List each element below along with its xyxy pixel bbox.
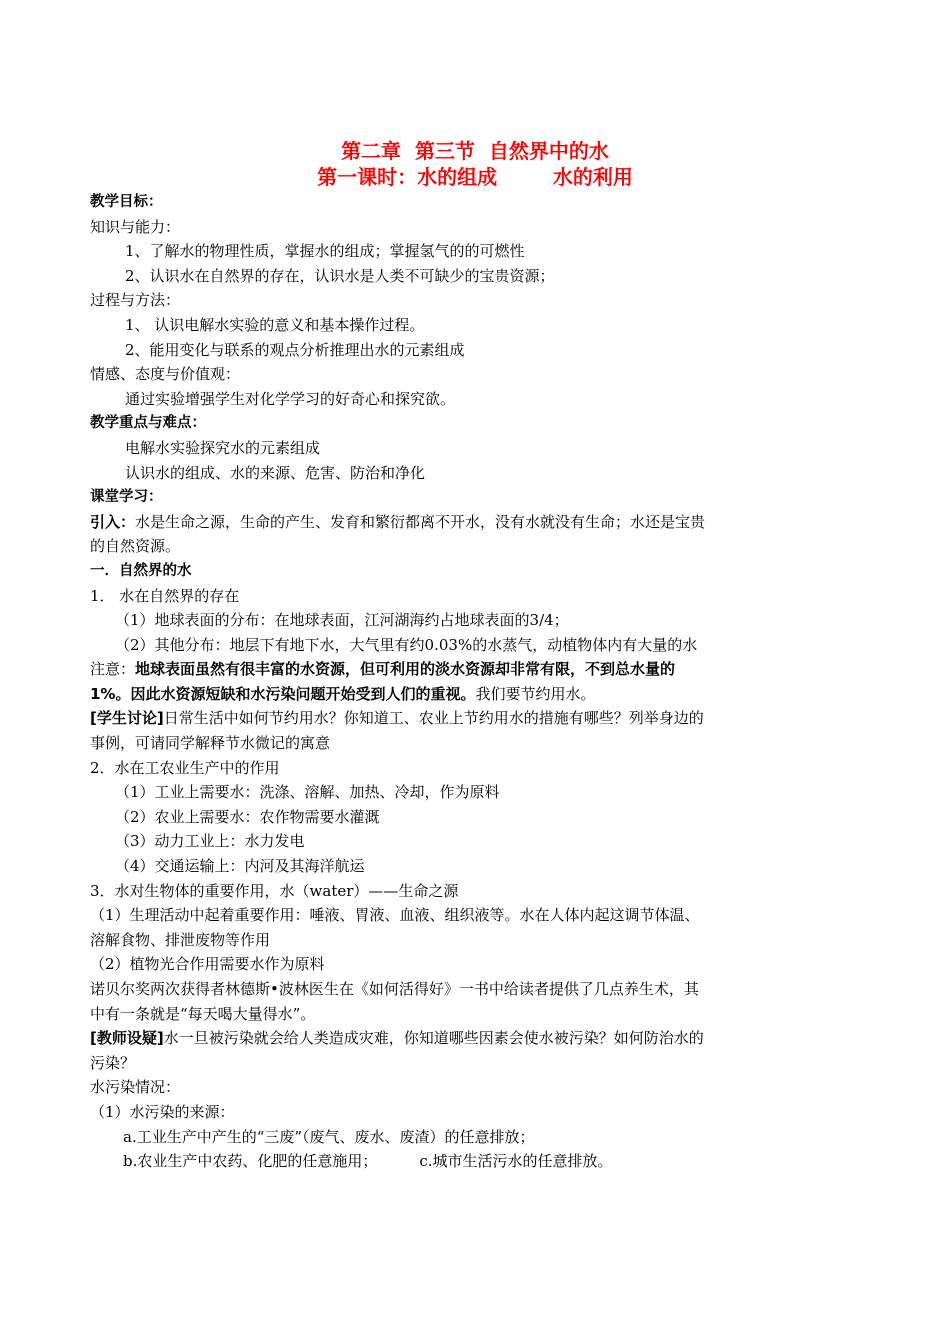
- pollution-item-b: b.农业生产中农药、化肥的任意施用；: [123, 1152, 378, 1171]
- intro-paragraph: [90, 510, 710, 559]
- teacher-label: [教师设疑]: [90, 1029, 164, 1048]
- document-body: [90, 190, 710, 1174]
- item-title: 1． 水在自然界的存在: [90, 586, 240, 605]
- discussion-label: [学生讨论]: [90, 709, 164, 728]
- key-point-item: 电解水实验探究水的元素组成: [125, 438, 321, 457]
- note-label: 注意：: [90, 660, 136, 679]
- item-point: （1）生理活动中起着重要作用：唾液、胃液、血液、组织液等。水在人体内起这调节体温、溶解食物、排泄废物等作用: [90, 906, 700, 949]
- item-point: （2）其他分布：地层下有地下水，大气里有约0.03%的水蒸气，动植物体内有大量的水: [115, 635, 698, 654]
- item-point: （1）工业上需要水：洗涤、溶解、加热、冷却，作为原料: [115, 783, 500, 802]
- discussion-paragraph: [90, 706, 710, 755]
- intro-text: 水是生命之源，生命的产生、发育和繁衍都离不开水，没有水就没有生命；水还是宝贵的自然资源。: [90, 512, 706, 556]
- pollution-items-bc: [90, 1149, 710, 1174]
- pollution-item-a: a.工业生产中产生的“三废”（废气、废水、废渣）的任意排放；: [123, 1127, 535, 1146]
- section-heading: 一．自然界的水: [90, 562, 192, 579]
- item-title: 3．水对生物体的重要作用，水（water）——生命之源: [90, 881, 459, 900]
- process-item: 1、 认识电解水实验的意义和基本操作过程。: [125, 315, 425, 334]
- note-paragraph: [90, 657, 710, 706]
- pollution-item-c: c.城市生活污水的任意排放。: [419, 1152, 613, 1171]
- teacher-paragraph: [90, 1026, 710, 1075]
- lesson-heading: 课堂学习：: [90, 489, 163, 506]
- discussion-text: 日常生活中如何节约用水？你知道工、农业上节约用水的措施有哪些？列举身边的事例，可请同学解释节水微记的寓意: [90, 709, 704, 753]
- note-bold-text: 地球表面虽然有很丰富的水资源，但可利用的淡水资源却非常有限，不到总水量的1%。因此水资源短缺和水污染问题开始受到人们的重视。: [90, 660, 676, 703]
- nobel-paragraph: 诺贝尔奖两次获得者林德斯•波林医生在《如何活得好》一书中给读者提供了几点养生术，其中有一条就是“每天喝大量得水”。: [90, 980, 699, 1023]
- item-point: （1）地球表面的分布：在地球表面，江河湖海约占地球表面的3/4；: [115, 611, 569, 630]
- item-point: （2）农业上需要水：农作物需要水灌溉: [115, 807, 380, 826]
- item-point: （2）植物光合作用需要水作为原料: [90, 955, 325, 974]
- item-point: （3）动力工业上：水力发电: [115, 832, 305, 851]
- emotion-item: 通过实验增强学生对化学学习的好奇心和探究欲。: [125, 389, 456, 408]
- knowledge-item: 2、认识水在自然界的存在，认识水是人类不可缺少的宝贵资源；: [125, 266, 555, 285]
- note-tail-text: 我们要节约用水。: [475, 684, 596, 703]
- process-item: 2、能用变化与联系的观点分析推理出水的元素组成: [125, 340, 465, 359]
- key-points-heading: 教学重点与难点：: [90, 415, 206, 432]
- knowledge-label: 知识与能力：: [90, 217, 181, 236]
- key-point-item: 认识水的组成、水的来源、危害、防治和净化: [125, 463, 426, 482]
- process-label: 过程与方法：: [90, 291, 181, 310]
- item-point: （4）交通运输上：内河及其海洋航运: [115, 857, 365, 876]
- lesson-title: 第一课时：水的组成 水的利用: [317, 165, 633, 189]
- pollution-source: （1）水污染的来源：: [90, 1102, 235, 1121]
- knowledge-item: 1、了解水的物理性质，掌握水的组成；掌握氢气的的可燃性: [125, 242, 525, 261]
- teacher-text: 水一旦被污染就会给人类造成灾难，你知道哪些因素会使水被污染？如何防治水的污染？: [90, 1029, 704, 1072]
- emotion-label: 情感、态度与价值观：: [90, 365, 241, 384]
- chapter-title: 第二章 第三节 自然界中的水: [341, 139, 609, 163]
- intro-label: 引入：: [90, 512, 136, 531]
- objectives-heading: 教学目标：: [90, 194, 163, 210]
- pollution-heading: 水污染情况：: [90, 1078, 181, 1097]
- item-title: 2．水在工农业生产中的作用: [90, 758, 280, 777]
